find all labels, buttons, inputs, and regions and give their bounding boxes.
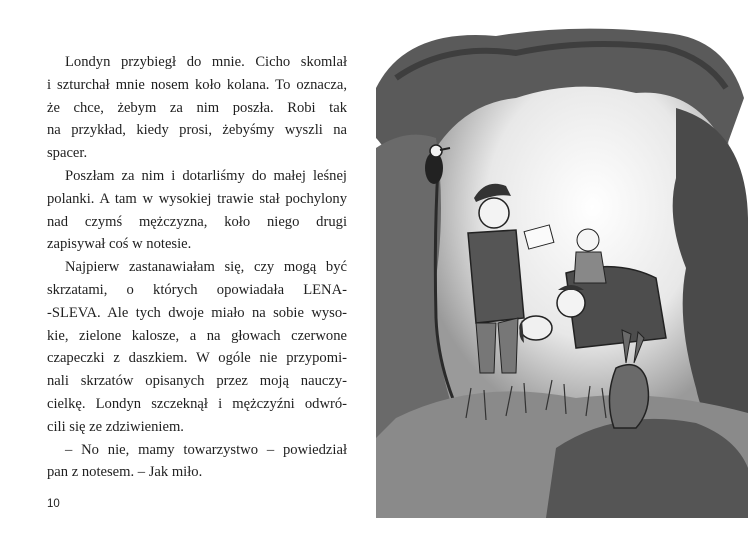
text-line: skrzatami, o których opowiadała LENA- — [47, 281, 347, 298]
text-line: cili się ze zdziwieniem. — [47, 418, 184, 435]
text-line: spacer. — [47, 145, 88, 162]
text-line: czapeczki z daszkiem. W ogóle nie przypomi- — [47, 350, 347, 367]
text-line: pan z notesem. – Jak miło. — [47, 464, 203, 481]
story-text — [47, 51, 347, 484]
text-line: nali skrzatów opisanych przez moją nauczy- — [47, 373, 347, 390]
page-number: 10 — [47, 498, 60, 510]
text-line: Najpierw zastanawiałam się, czy mogą być — [65, 259, 347, 276]
text-line: Londyn przybiegł do mnie. Cicho skomlał — [65, 54, 347, 70]
text-line: Poszłam za nim i dotarliśmy do małej leśnej — [65, 167, 347, 184]
illustration-drawing — [376, 18, 750, 518]
text-line: -SLEVA. Ale tych dwoje miało na sobie wyso- — [47, 304, 347, 321]
text-line: – No nie, mamy towarzystwo – powiedział — [65, 441, 347, 458]
text-line: kie, zielone kalosze, a na głowach czerwone — [47, 327, 347, 344]
text-line: na przykład, kiedy prosi, żebyśmy wyszli na — [47, 122, 347, 139]
text-line: polanki. A tam w wysokiej trawie stał pochylony nad czymś mężczyzna, koło niego drugi — [47, 190, 347, 230]
text-line: cielkę. Londyn szczeknął i mężczyźni odwró- — [47, 395, 347, 412]
forest-illustration — [376, 18, 750, 518]
text-line: zapisywał coś w notesie. — [47, 236, 192, 253]
text-line: i szturchał mnie nosem koło kolana. To oznacza, że chce, żebym za nim poszła. Robi tak — [47, 76, 347, 116]
